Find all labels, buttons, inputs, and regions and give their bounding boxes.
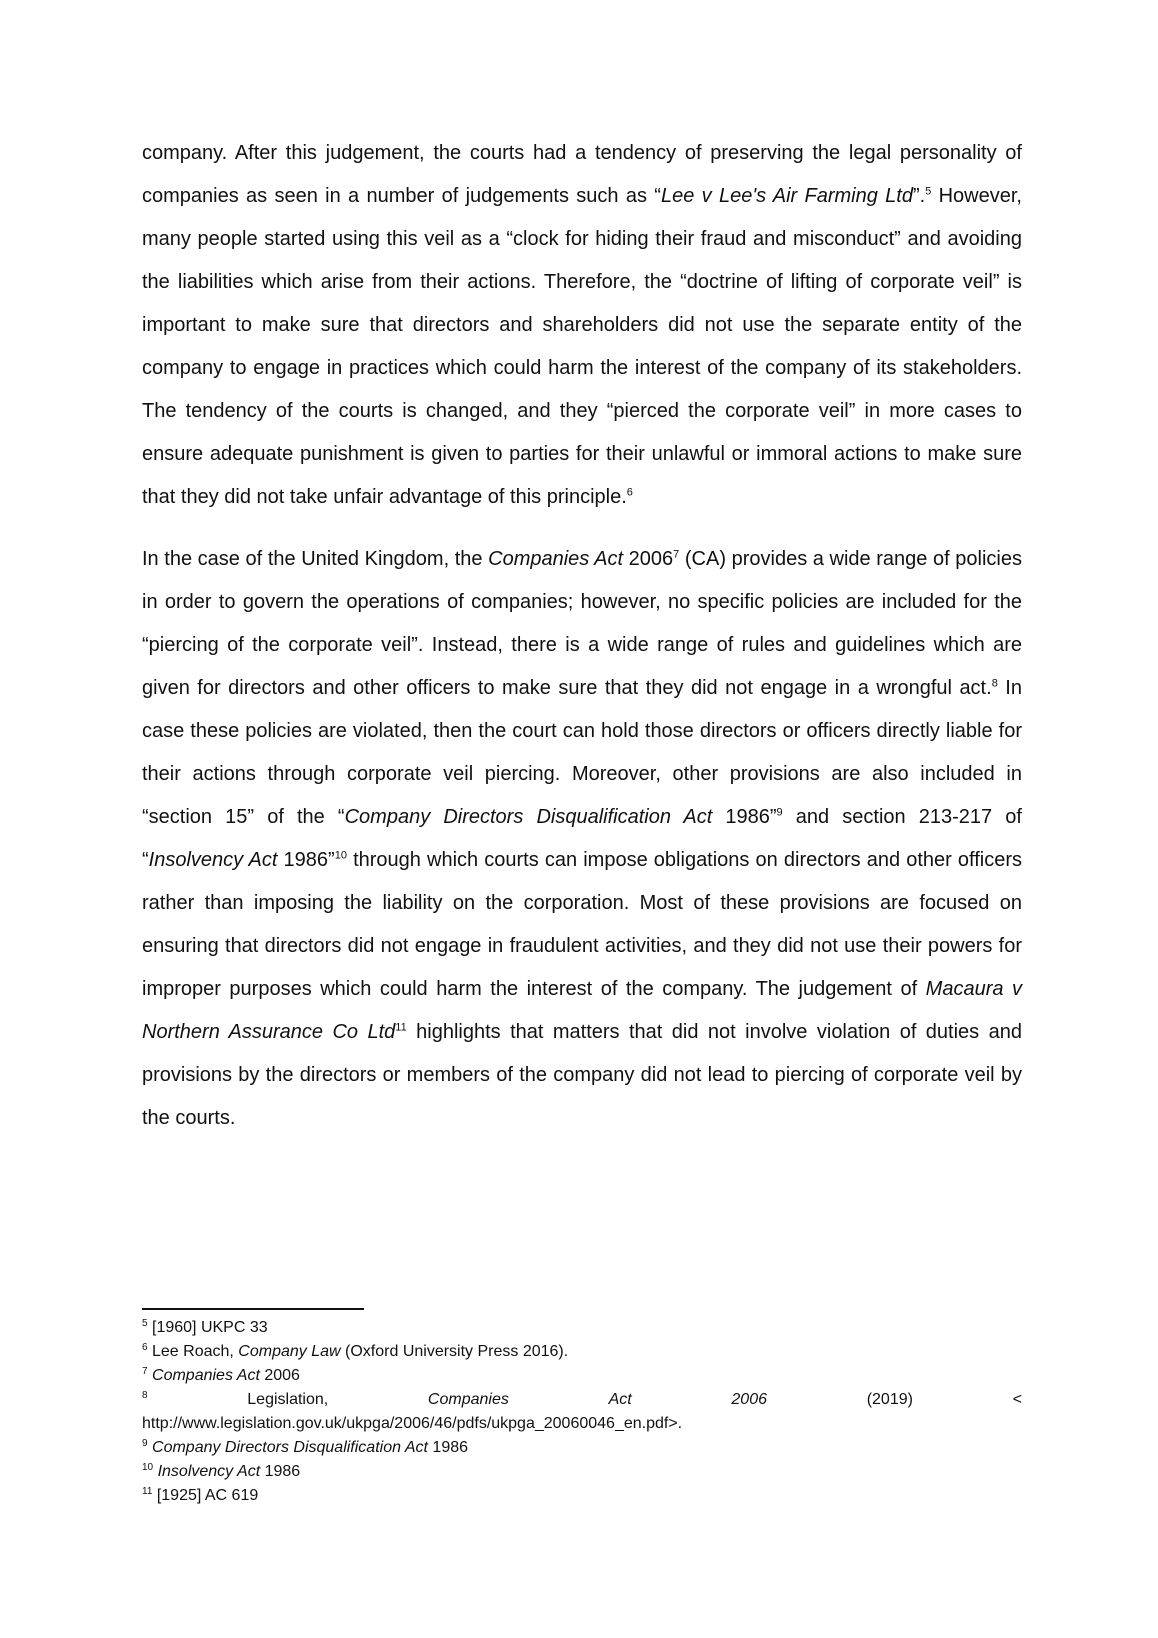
footnotes-section: [142, 1308, 1022, 1508]
footnote-ref-7[interactable]: 7: [673, 548, 680, 561]
footnote-separator: [142, 1308, 364, 1310]
footnote-title: 2006: [731, 1391, 767, 1408]
footnote-title: Company Directors Disqualification Act: [147, 1439, 428, 1456]
footnote-number: 11: [142, 1486, 153, 1497]
footnote-text: <: [1012, 1391, 1022, 1408]
text-run: company. After this judgement, the courts had a tendency of preserving the legal personality of companies as seen in a number of judgements such as “: [142, 142, 1022, 207]
act-name: Companies Act: [488, 548, 624, 570]
footnote-ref-5[interactable]: 5: [925, 185, 932, 198]
footnote-number: 10: [142, 1462, 154, 1473]
footnote-5: [142, 1316, 1022, 1340]
footnote-7: [142, 1364, 1022, 1388]
footnote-text: 1986: [260, 1463, 301, 1480]
footnote-10: [142, 1460, 1022, 1484]
text-run: and section 213-217 of “: [142, 806, 1022, 871]
footnote-number: 6: [142, 1342, 148, 1353]
footnote-number: 9: [142, 1438, 148, 1449]
text-run: (CA) provides a wide range of policies in order to govern the operations of companies; however, no specific policies are included for the “piercing of the corporate veil”. Instead, there is a wide range of rules and guidelines which are given for directors and other officers to make sure that they did not engage in a wrongful act.: [142, 548, 1022, 699]
footnote-title: Act: [608, 1391, 632, 1408]
footnote-text: 1986: [427, 1439, 469, 1456]
act-name: Insolvency Act: [148, 849, 278, 871]
text-run: 2006: [623, 548, 674, 570]
footnote-text: (Oxford University Press 2016).: [340, 1343, 569, 1360]
footnote-text: Lee Roach,: [147, 1343, 239, 1360]
text-run: highlights that matters that did not involve violation of duties and provisions by the directors or members of the company did not lead to piercing of corporate veil by the courts.: [142, 1021, 1022, 1129]
text-run: ”.: [912, 185, 926, 207]
footnote-text: 2006: [259, 1367, 300, 1384]
footnote-8: [142, 1388, 1022, 1436]
case-name: Lee v Lee's Air Farming Ltd: [660, 185, 913, 207]
footnote-number: 5: [142, 1318, 148, 1329]
footnote-text: [1925] AC 619: [152, 1487, 259, 1504]
text-run: However, many people started using this veil as a “clock for hiding their fraud and misconduct” and avoiding the liabilities which arise from their actions. Therefore, the “doctrine of lifting of corporate veil” is important to make sure that directors and shareholders did not use the separate entity of the company to engage in practices which could harm the interest of the company of its stakeholders. The tendency of the courts is changed, and they “pierced the corporate veil” in more cases to ensure adequate punishment is given to parties for their unlawful or immoral actions to make sure that they did not take unfair advantage of this principle.: [142, 185, 1022, 508]
paragraph-1: [142, 132, 1022, 519]
text-run: through which courts can impose obligations on directors and other officers rather than imposing the liability on the corporation. Most of these provisions are focused on ensuring that directors did not engage in fraudulent activities, and they did not use their powers for improper purposes which could harm the interest of the company. The judgement of: [142, 849, 1023, 1000]
case-name: Macaura v Northern Assurance Co Ltd: [142, 978, 1022, 1043]
document-body: [142, 132, 1022, 1140]
footnote-number-wrap: [142, 1388, 148, 1412]
footnote-number: 7: [142, 1366, 148, 1377]
act-name: Company Directors Disqualification Act: [344, 806, 713, 828]
text-run: 1986”: [712, 806, 777, 828]
footnote-ref-9[interactable]: 9: [776, 806, 783, 819]
text-run: 1986”: [277, 849, 335, 871]
footnote-title: Companies: [427, 1391, 509, 1408]
footnote-title: Insolvency Act: [153, 1463, 261, 1480]
footnote-text: [1960] UKPC 33: [147, 1319, 268, 1336]
footnote-6: [142, 1340, 1022, 1364]
footnote-8-line-1: [142, 1388, 1022, 1412]
footnote-number: 8: [142, 1390, 148, 1401]
footnote-ref-10[interactable]: 10: [334, 849, 347, 862]
paragraph-2: [142, 538, 1022, 1140]
footnote-9: [142, 1436, 1022, 1460]
footnote-text: Legislation,: [247, 1391, 329, 1408]
footnote-title: Companies Act: [147, 1367, 260, 1384]
footnote-ref-11[interactable]: 11: [395, 1021, 407, 1034]
footnote-8-url[interactable]: http://www.legislation.gov.uk/ukpga/2006/46/pdfs/ukpga_20060046_en.pdf>.: [142, 1415, 683, 1432]
footnote-title: Company Law: [238, 1343, 341, 1360]
footnote-text: (2019): [866, 1391, 913, 1408]
footnote-11: [142, 1484, 1022, 1508]
footnote-ref-8[interactable]: 8: [991, 677, 998, 690]
footnote-ref-6[interactable]: 6: [626, 486, 633, 499]
text-run: In case these policies are violated, then the court can hold those directors or officers directly liable for their actions through corporate veil piercing. Moreover, other provisions are also included in “section 15” of the “: [142, 677, 1022, 828]
text-run: In the case of the United Kingdom, the: [142, 548, 489, 570]
